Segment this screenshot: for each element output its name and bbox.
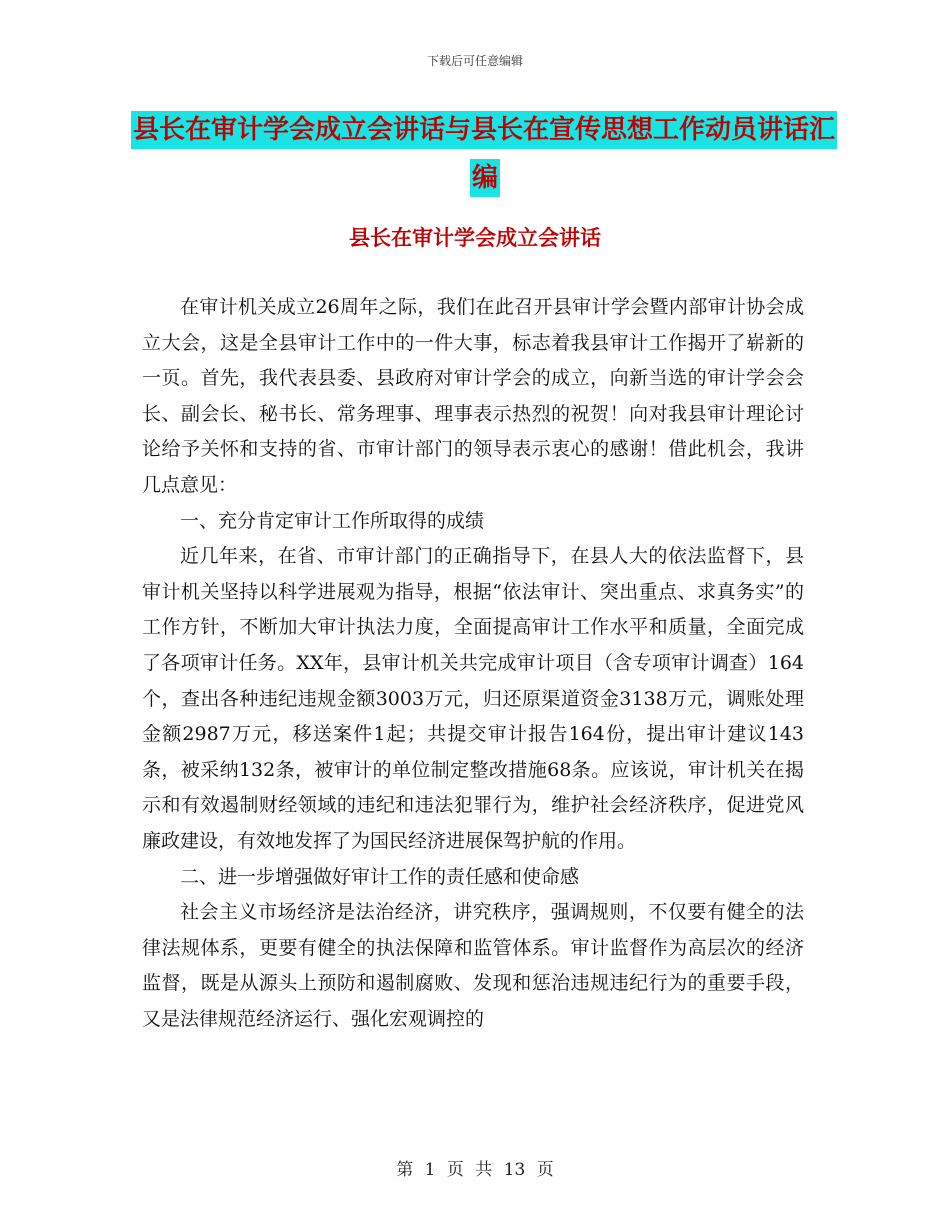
- document-title-text: 县长在审计学会成立会讲话与县长在宣传思想工作动员讲话汇编: [131, 111, 837, 197]
- paragraph: 社会主义市场经济是法治经济，讲究秩序，强调规则，不仅要有健全的法律法规体系，更要有健全的执法保障和监管体系。审计监督作为高层次的经济监督，既是从源头上预防和遏制腐败、发现和惩治违规违纪行为的重要手段，又是法律规范经济运行、强化宏观调控的: [142, 901, 804, 1030]
- header-note: 下载后可任意编辑: [426, 54, 523, 68]
- paragraph: 近几年来，在省、市审计部门的正确指导下，在县人大的依法监督下，县审计机关坚持以科学进展观为指导，根据“依法审计、突出重点、求真务实”的工作方针，不断加大审计执法力度，全面提高审计工作水平和质量，全面完成了各项审计任务。XX年，县审计机关共完成审计项目（含专项审计调查）164个，查出各种违纪违规金额3003万元，归还原渠道资金3138万元，调账处理金额2987万元，移送案件1起；共提交审计报告164份，提出审计建议143条，被采纳132条，被审计的单位制定整改措施68条。应该说，审计机关在揭示和有效遏制财经领域的违纪和违法犯罪行为，维护社会经济秩序，促进党风廉政建设，有效地发挥了为国民经济进展保驾护航的作用。: [142, 545, 804, 852]
- section-heading: 一、充分肯定审计工作所取得的成绩: [180, 509, 485, 532]
- paragraph: 在审计机关成立26周年之际，我们在此召开县审计学会暨内部审计协会成立大会，这是全县审计工作中的一件大事，标志着我县审计工作揭开了崭新的一页。首先，我代表县委、县政府对审计学会的成立，向新当选的审计学会会长、副会长、秘书长、常务理事、理事表示热烈的祝贺！向对我县审计理论讨论给予关怀和支持的省、市审计部门的领导表示衷心的感谢！借此机会，我讲几点意见：: [142, 296, 804, 496]
- document-body: [142, 290, 804, 1037]
- document-title: [120, 106, 850, 202]
- page-number: 第 1 页 共 13 页: [396, 1160, 554, 1180]
- section-title: 县长在审计学会成立会讲话: [349, 226, 601, 250]
- section-heading: 二、进一步增强做好审计工作的责任感和使命感: [180, 865, 580, 888]
